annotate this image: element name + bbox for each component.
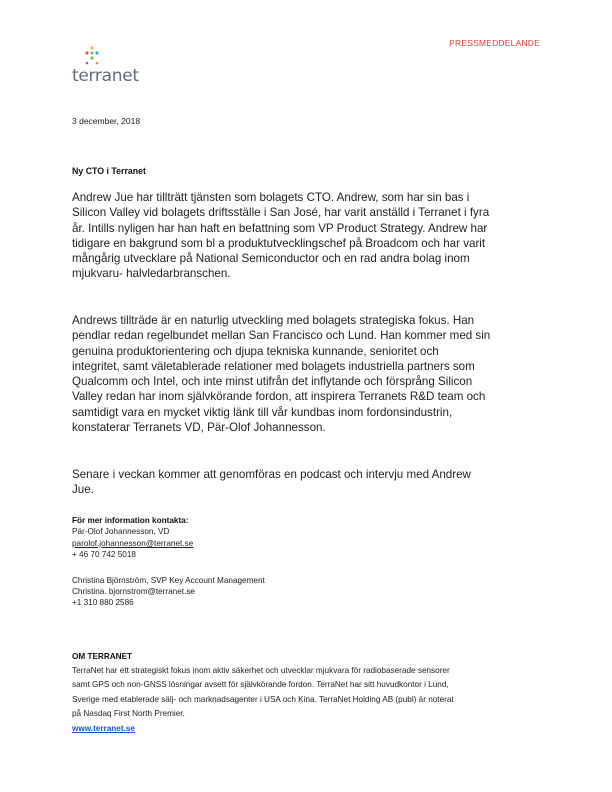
press-release-label: PRESSMEDDELANDE [449, 38, 540, 48]
release-date: 3 december, 2018 [72, 116, 141, 126]
contact-phone: +1 310 880 2586 [72, 598, 134, 608]
contact-block [72, 515, 532, 609]
body-line: pendlar redan regelbundet mellan San Francisco och Lund. Han kommer med sin [72, 329, 491, 343]
about-line: på Nasdaq First North Premier. [72, 709, 185, 719]
about-line: samt GPS och non-GNSS lösningar avsett för självkörande fordon. TerraNet har sitt huvudkontor i Lund, [72, 680, 449, 690]
contact-label: För mer information kontakta: [72, 516, 189, 525]
about-line: Sverige med etablerade sälj- och marknadsagenter i USA och Kina. TerraNet Holding AB (publ) är noterat [72, 694, 454, 704]
body-paragraph-1 [72, 190, 534, 282]
about-heading: OM TERRANET [72, 652, 133, 661]
body-line: Valley redan har inom självkörande fordon, att inspirera Terranets R&D team och [72, 390, 486, 404]
body-line: Jue. [72, 483, 94, 497]
contact-email-link[interactable]: parolof.johannesson@terranet.se [72, 538, 194, 548]
body-line: år. Intills nyligen har han haft en befattning som VP Product Strategy. Andrew har [72, 221, 488, 235]
body-line: Andrew Jue har tillträtt tjänsten som bolagets CTO. Andrew, som har sin bas i [72, 191, 470, 204]
logo-wordmark: terranet [72, 66, 139, 86]
website-link[interactable]: www.terranet.se [72, 723, 135, 733]
body-line: integritet, samt väletablerade relationer med bolagets industriella partners som [72, 359, 475, 373]
contact-name: Pär-Olof Johannesson, VD [72, 527, 170, 537]
logo-dots-icon [72, 44, 142, 66]
body-paragraph-3 [72, 467, 534, 498]
body-line: mjukvaru- halvledarbranschen. [72, 267, 231, 281]
body-line: Senare i veckan kommer att genomföras en podcast och intervju med Andrew [72, 468, 471, 481]
body-line: Silicon Valley vid bolagets driftsställe i San José, har varit anställd i Terranet i fyra [72, 206, 490, 220]
body-line: konstaterar Terranets VD, Pär-Olof Johannesson. [72, 421, 326, 435]
body-line: mångårig utvecklare på National Semiconductor och en rad andra bolag inom [72, 252, 470, 266]
body-line: tidigare en bakgrund som bl a produktutvecklingschef på Broadcom och har varit [72, 236, 486, 250]
body-line: Qualcomm och Intel, och inte minst utifrån det inflytande och försprång Silicon [72, 375, 473, 389]
terranet-logo [72, 44, 142, 90]
body-paragraph-2 [72, 313, 534, 435]
body-line: samtidigt vara en mycket viktig länk till vår kundbas inom fordonsindustrin, [72, 405, 453, 419]
contact-name: Christina Björnström, SVP Key Account Management [72, 575, 265, 585]
about-section [72, 651, 544, 736]
contact-email: Christina. bjornstrom@terranet.se [72, 587, 195, 597]
contact-phone: + 46 70 742 5018 [72, 550, 136, 560]
about-line: TerraNet har ett strategiskt fokus inom aktiv säkerhet och utvecklar mjukvara för radiobaserade sensorer [72, 666, 450, 675]
body-line: Andrews tillträde är en naturlig utveckling med bolagets strategiska fokus. Han [72, 314, 475, 327]
headline: Ny CTO i Terranet [72, 166, 146, 176]
body-line: genuina produktorientering och djupa tekniska kunnande, senioritet och [72, 344, 439, 358]
